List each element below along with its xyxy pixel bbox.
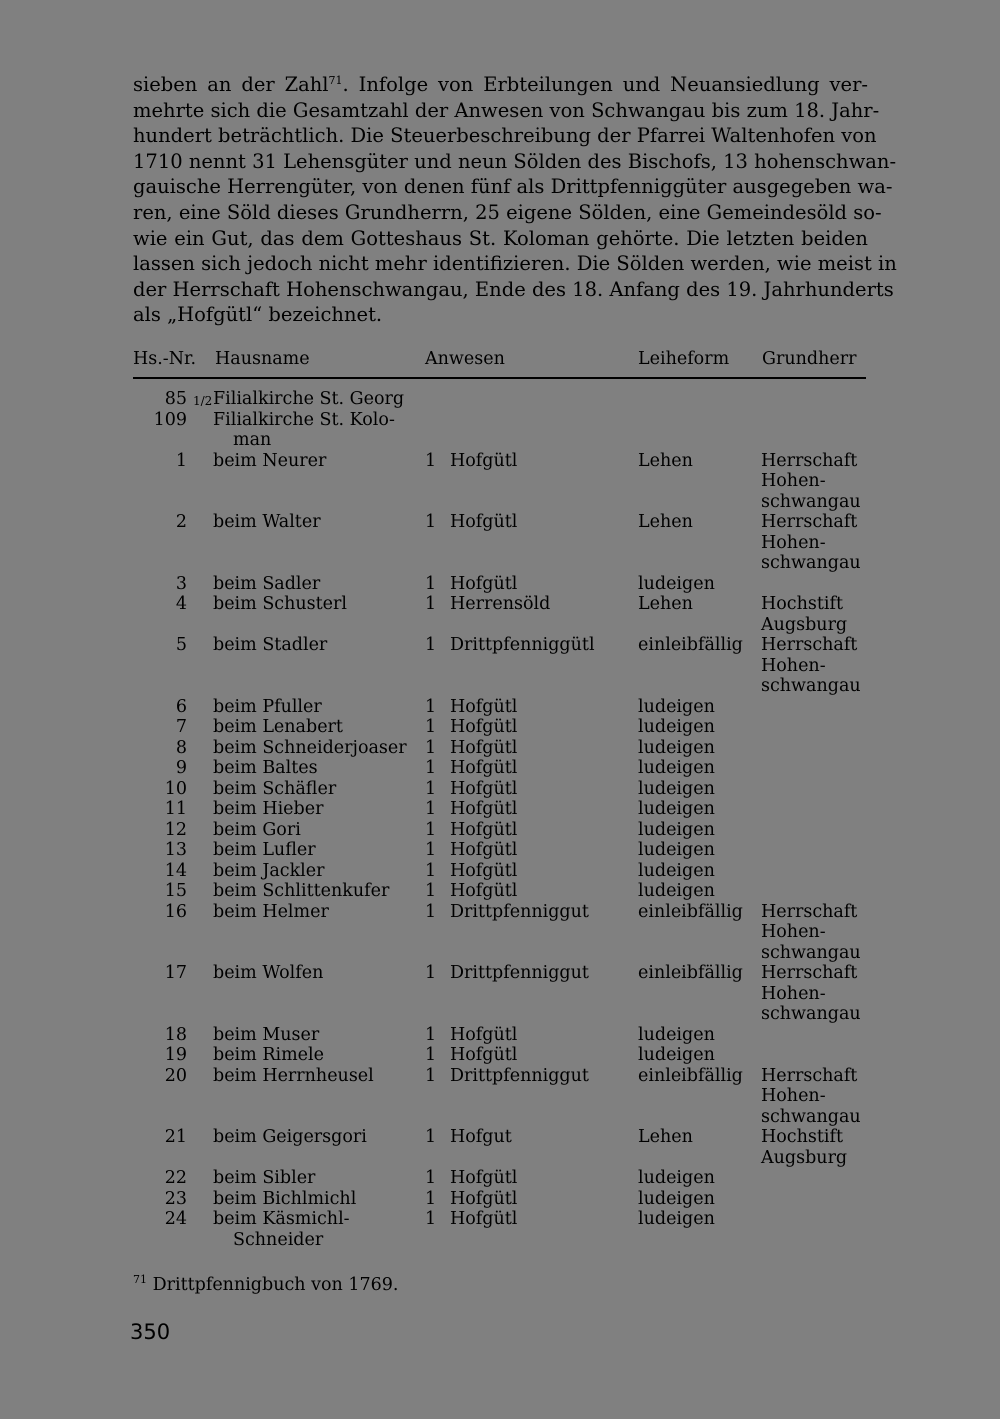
table-row (133, 902, 868, 964)
cell-anzahl: 1 (425, 512, 437, 532)
cell-hs-nr: 109 (153, 409, 187, 430)
table-row (133, 738, 868, 759)
cell-hs-nr: 20 (164, 1065, 187, 1086)
cell-anwesen: Hofgütl (450, 860, 518, 881)
table-row (133, 963, 868, 1025)
cell-hs-nr: 15 (164, 881, 187, 901)
cell-hs-nr: 12 (164, 819, 187, 840)
cell-hausname: beim Bichlmichl (213, 1188, 357, 1209)
cell-grundherr: Herrschaft Hohen- schwangau (761, 963, 861, 1024)
page-number: 350 (130, 1320, 171, 1344)
cell-hs-nr: 22 (164, 1168, 187, 1188)
cell-hs-nr: 4 (175, 594, 187, 614)
table-row (133, 1209, 868, 1250)
cell-hausname: beim Käsmichl- Schneider (213, 1209, 350, 1250)
paragraph-line-1: mehrte sich die Gesamtzahl der Anwesen von Schwangau bis zum 18. Jahr- (133, 98, 880, 122)
cell-leiheform: Lehen (638, 512, 693, 532)
cell-hs-nr: 18 (164, 1024, 187, 1045)
table-body (133, 389, 868, 1250)
table-row (133, 717, 868, 738)
paragraph-line-3: 1710 nennt 31 Lehensgüter und neun Sölden des Bischofs, 13 hohenschwan- (133, 149, 897, 173)
paragraph-line-0: sieben an der Zahl$^{71}$. Infolge von Erbteilungen und Neuansiedlung ver- (133, 73, 868, 96)
cell-hs-nr: 2 (175, 512, 187, 532)
table-row (133, 779, 868, 800)
cell-anzahl: 1 (425, 963, 437, 983)
table-row (133, 861, 868, 882)
header-hs-nr: Hs.-Nr. (133, 349, 197, 369)
cell-anwesen: Drittpfenniggütl (450, 635, 595, 655)
cell-grundherr: Hochstift Augsburg (761, 1127, 848, 1168)
cell-hausname: beim Schäfler (213, 778, 337, 799)
cell-anzahl: 1 (425, 635, 437, 655)
cell-hs-nr-fraction: 1/2 (193, 394, 213, 408)
footnote-ref: 71 (328, 74, 343, 87)
table-row (133, 1066, 868, 1128)
cell-hausname: beim Stadler (213, 635, 328, 655)
cell-hausname: beim Geigersgori (213, 1127, 367, 1147)
paragraph-line-2: hundert beträchtlich. Die Steuerbeschreibung der Pfarrei Waltenhofen von (133, 124, 877, 148)
cell-anwesen: Hofgütl (450, 1024, 518, 1045)
cell-leiheform: ludeigen (638, 1168, 715, 1188)
paragraph-line-4: gauische Herrengüter, von denen fünf als Drittpfenniggüter ausgegeben wa- (133, 175, 893, 199)
cell-anzahl: 1 (425, 1024, 437, 1045)
cell-hausname: Filialkirche St. Georg (213, 389, 405, 409)
footnote-text: Drittpfennigbuch von 1769. (152, 1275, 399, 1295)
cell-anzahl: 1 (425, 860, 437, 881)
cell-hs-nr: 13 (164, 840, 187, 860)
cell-grundherr: Herrschaft Hohen- schwangau (761, 901, 861, 963)
cell-hs-nr: 17 (164, 963, 187, 983)
cell-hausname: beim Helmer (213, 901, 329, 922)
cell-anzahl: 1 (425, 450, 437, 471)
cell-anzahl: 1 (425, 881, 437, 901)
table-row (133, 410, 868, 451)
cell-anzahl: 1 (425, 717, 437, 737)
cell-hs-nr: 6 (175, 696, 187, 717)
cell-hs-nr: 19 (164, 1045, 187, 1065)
cell-anwesen: Hofgütl (450, 696, 518, 717)
cell-anwesen: Hofgütl (450, 573, 518, 594)
cell-hausname: beim Schneiderjoaser (213, 737, 407, 758)
cell-anzahl: 1 (425, 840, 437, 860)
paragraph-line-8: der Herrschaft Hohenschwangau, Ende des 18. Anfang des 19. Jahrhunderts (133, 277, 894, 301)
cell-anwesen: Hofgütl (450, 512, 518, 532)
cell-leiheform: ludeigen (638, 1188, 715, 1209)
cell-hausname: beim Lenabert (213, 717, 343, 737)
cell-leiheform: ludeigen (638, 696, 715, 717)
cell-anzahl: 1 (425, 758, 437, 778)
cell-hausname: beim Schlittenkufer (213, 881, 390, 901)
cell-anzahl: 1 (425, 778, 437, 799)
table-row (133, 451, 868, 513)
cell-hs-nr: 24 (164, 1209, 187, 1229)
cell-leiheform: einleibfällig (638, 1065, 743, 1086)
cell-hausname: Filialkirche St. Kolo- man (213, 409, 395, 450)
table-row (133, 1127, 868, 1168)
cell-anzahl: 1 (425, 573, 437, 594)
table-row (133, 697, 868, 718)
cell-leiheform: einleibfällig (638, 963, 743, 983)
cell-hausname: beim Baltes (213, 758, 318, 778)
cell-leiheform: ludeigen (638, 840, 715, 860)
cell-grundherr: Herrschaft Hohen- schwangau (761, 1065, 861, 1127)
cell-hausname: beim Muser (213, 1024, 320, 1045)
cell-hausname: beim Neurer (213, 450, 327, 471)
cell-anzahl: 1 (425, 594, 437, 614)
cell-anwesen: Hofgütl (450, 1045, 518, 1065)
cell-anwesen: Hofgütl (450, 1188, 518, 1209)
cell-hausname: beim Pfuller (213, 696, 322, 717)
header-leiheform: Leiheform (638, 349, 730, 369)
cell-hausname: beim Rimele (213, 1045, 324, 1065)
cell-hs-nr: 23 (164, 1188, 187, 1209)
cell-grundherr: Herrschaft Hohen- schwangau (761, 635, 861, 696)
cell-leiheform: ludeigen (638, 737, 715, 758)
table-row (133, 758, 868, 779)
cell-anwesen: Hofgütl (450, 819, 518, 840)
cell-hs-nr: 11 (164, 799, 187, 819)
paragraph-line-9: als „Hofgütl“ bezeichnet. (133, 303, 383, 327)
cell-anzahl: 1 (425, 1045, 437, 1065)
cell-leiheform: einleibfällig (638, 901, 743, 922)
cell-leiheform: ludeigen (638, 758, 715, 778)
cell-leiheform: ludeigen (638, 860, 715, 881)
cell-leiheform: einleibfällig (638, 635, 743, 655)
footnote (133, 1275, 398, 1295)
cell-grundherr: Herrschaft Hohen- schwangau (761, 512, 861, 573)
cell-leiheform: ludeigen (638, 1209, 715, 1229)
cell-anwesen: Herrensöld (450, 594, 551, 614)
table-row (133, 635, 868, 697)
cell-leiheform: ludeigen (638, 573, 715, 594)
cell-anwesen: Hofgütl (450, 1168, 518, 1188)
header-grundherr: Grundherr (762, 349, 857, 369)
cell-anwesen: Hofgütl (450, 1209, 518, 1229)
cell-hs-nr: 14 (164, 860, 187, 881)
cell-anwesen: Hofgütl (450, 717, 518, 737)
cell-hausname: beim Hieber (213, 799, 324, 819)
cell-hausname: beim Jackler (213, 860, 325, 881)
cell-anzahl: 1 (425, 799, 437, 819)
cell-grundherr: Hochstift Augsburg (761, 594, 848, 635)
cell-hs-nr: 1 (175, 450, 187, 471)
cell-hs-nr: 21 (164, 1127, 187, 1147)
cell-anwesen: Hofgut (450, 1127, 512, 1147)
cell-anwesen: Hofgütl (450, 778, 518, 799)
cell-hausname: beim Sibler (213, 1168, 316, 1188)
cell-anzahl: 1 (425, 901, 437, 922)
cell-anzahl: 1 (425, 819, 437, 840)
cell-anzahl: 1 (425, 1209, 437, 1229)
cell-leiheform: Lehen (638, 1127, 693, 1147)
cell-leiheform: Lehen (638, 450, 693, 471)
paragraph-line-7: lassen sich jedoch nicht mehr identifizieren. Die Sölden werden, wie meist in (133, 252, 897, 276)
table-header (133, 347, 866, 379)
cell-anzahl: 1 (425, 696, 437, 717)
cell-hs-nr: 85 (164, 389, 187, 409)
cell-anwesen: Hofgütl (450, 758, 518, 778)
table-row (133, 1025, 868, 1046)
cell-anzahl: 1 (425, 1188, 437, 1209)
cell-hs-nr: 7 (175, 717, 187, 737)
cell-anwesen: Hofgütl (450, 840, 518, 860)
cell-hs-nr: 9 (175, 758, 187, 778)
table-row (133, 594, 868, 635)
table-row (133, 799, 868, 820)
cell-anwesen: Drittpfenniggut (450, 901, 589, 922)
cell-anwesen: Hofgütl (450, 799, 518, 819)
table-row (133, 512, 868, 574)
cell-hausname: beim Lufler (213, 840, 316, 860)
cell-anwesen: Hofgütl (450, 450, 518, 471)
table-row (133, 820, 868, 841)
footnote-mark: 71 (133, 1273, 147, 1286)
cell-leiheform: ludeigen (638, 799, 715, 819)
cell-hausname: beim Herrnheusel (213, 1065, 374, 1086)
table-row (133, 1168, 868, 1189)
cell-hs-nr: 5 (175, 635, 187, 655)
cell-anzahl: 1 (425, 1168, 437, 1188)
cell-hausname: beim Gori (213, 819, 301, 840)
paragraph-line-6: wie ein Gut, das dem Gotteshaus St. Koloman gehörte. Die letzten beiden (133, 226, 868, 250)
table-row (133, 1189, 868, 1210)
table-row (133, 574, 868, 595)
table-row (133, 1045, 868, 1066)
cell-anwesen: Hofgütl (450, 737, 518, 758)
cell-leiheform: ludeigen (638, 1045, 715, 1065)
body-paragraph (133, 72, 897, 328)
cell-leiheform: ludeigen (638, 881, 715, 901)
cell-hausname: beim Wolfen (213, 963, 324, 983)
cell-anwesen: Drittpfenniggut (450, 963, 589, 983)
table-row (133, 389, 868, 410)
cell-hs-nr: 16 (164, 901, 187, 922)
cell-leiheform: ludeigen (638, 778, 715, 799)
table-row (133, 881, 868, 902)
cell-hausname: beim Schusterl (213, 594, 347, 614)
cell-grundherr: Herrschaft Hohen- schwangau (761, 450, 861, 512)
cell-leiheform: ludeigen (638, 717, 715, 737)
table-row (133, 840, 868, 861)
cell-anzahl: 1 (425, 1127, 437, 1147)
header-anwesen: Anwesen (425, 349, 505, 369)
cell-anwesen: Drittpfenniggut (450, 1065, 589, 1086)
cell-hausname: beim Sadler (213, 573, 321, 594)
cell-leiheform: Lehen (638, 594, 693, 614)
cell-anwesen: Hofgütl (450, 881, 518, 901)
cell-hs-nr: 8 (175, 737, 187, 758)
cell-hs-nr: 10 (164, 778, 187, 799)
paragraph-line-5: ren, eine Söld dieses Grundherrn, 25 eigene Sölden, eine Gemeindesöld so- (133, 200, 882, 224)
header-hausname: Hausname (215, 349, 310, 369)
cell-leiheform: ludeigen (638, 819, 715, 840)
cell-anzahl: 1 (425, 737, 437, 758)
cell-hs-nr: 3 (175, 573, 187, 594)
cell-anzahl: 1 (425, 1065, 437, 1086)
cell-hausname: beim Walter (213, 512, 321, 532)
cell-leiheform: ludeigen (638, 1024, 715, 1045)
